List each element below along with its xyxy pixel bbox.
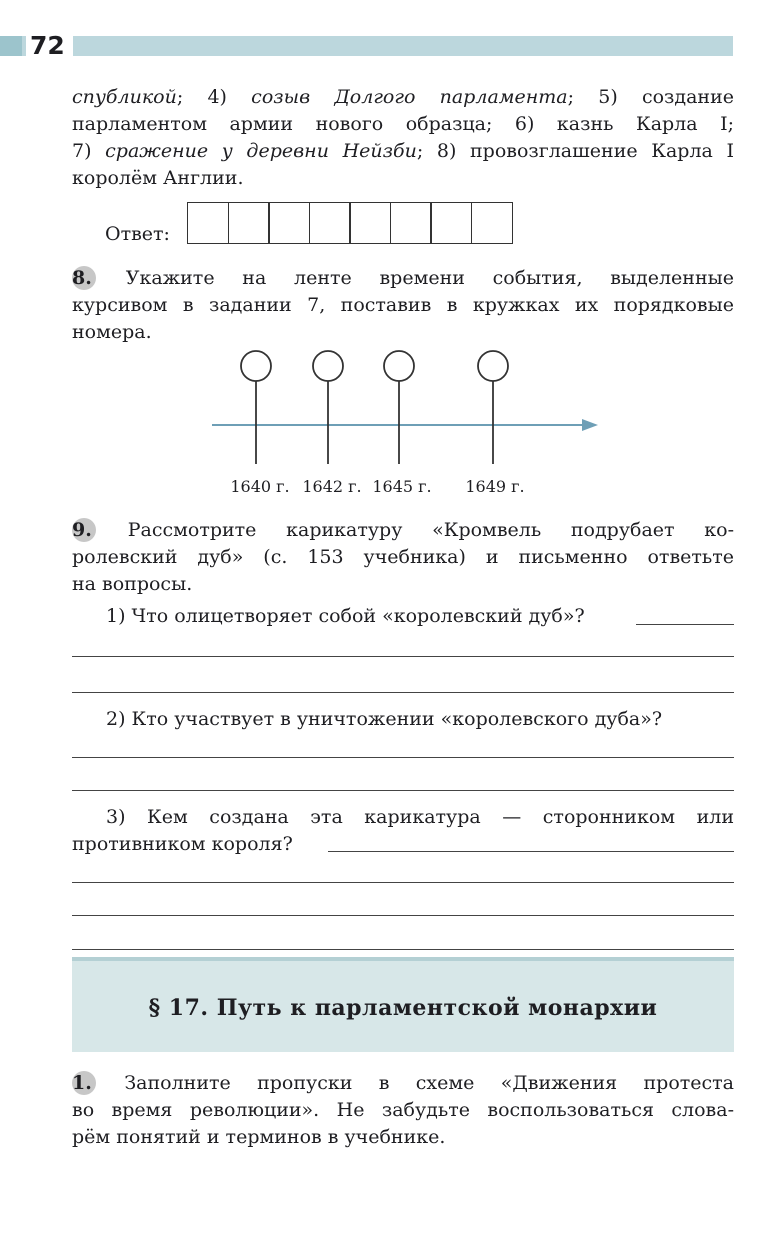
answer-label: Ответ: xyxy=(105,223,170,245)
timeline-label: 1645 г. xyxy=(372,477,432,496)
task1-number: 1. xyxy=(72,1071,96,1095)
task7-text-run: королём Англии. xyxy=(72,167,244,189)
timeline-arrow-icon xyxy=(582,419,598,431)
answer-line[interactable] xyxy=(72,882,734,883)
task8-line: курсивом в задании 7, поставив в кружках их порядковые xyxy=(72,294,734,316)
task7-text-run: 7) xyxy=(72,140,106,162)
timeline-label: 1649 г. xyxy=(465,477,525,496)
answer-line[interactable] xyxy=(72,790,734,791)
answer-line[interactable] xyxy=(72,656,734,657)
italic-event-text: созыв Долгого парламента xyxy=(251,86,568,108)
task1-line: рём понятий и терминов в учебнике. xyxy=(72,1126,446,1148)
italic-event-text: сражение у деревни Нейзби xyxy=(105,140,417,162)
question-2-text: 2) Кто участвует в уничтожении «королевского дуба»? xyxy=(106,708,663,730)
task7-text-run: ; 8) провозглашение Карла I xyxy=(416,140,734,162)
page-number: 72 xyxy=(26,32,73,60)
question-3-line: 3) Кем создана эта карикатура — сторонником или xyxy=(106,806,734,828)
task1-text xyxy=(72,1070,734,1151)
task9-line: на вопросы. xyxy=(72,573,193,595)
timeline-marker-3[interactable] xyxy=(384,351,414,464)
task8-number: 8. xyxy=(72,266,96,290)
answer-line[interactable] xyxy=(72,757,734,758)
task1-line: Заполните пропуски в схеме «Движения протеста xyxy=(124,1072,734,1094)
question-1 xyxy=(72,603,734,630)
section-band xyxy=(72,957,734,1052)
question-3 xyxy=(72,804,734,858)
timeline-marker-2[interactable] xyxy=(313,351,343,464)
task9-line: ролевский дуб» (с. 153 учебника) и письменно ответьте xyxy=(72,546,734,568)
answer-line[interactable] xyxy=(328,851,734,852)
task9-line: Рассмотрите карикатуру «Кромвель подрубает ко- xyxy=(127,519,734,541)
question-2 xyxy=(72,706,734,733)
task7-text-run: ; 5) создание xyxy=(567,86,734,108)
task9-number: 9. xyxy=(72,518,96,542)
italic-event-text: спубликой xyxy=(72,86,177,108)
question-3-line: противником короля? xyxy=(72,833,293,855)
answer-line[interactable] xyxy=(72,692,734,693)
task8-line: Укажите на ленте времени события, выделенные xyxy=(125,267,734,289)
answer-line[interactable] xyxy=(636,624,734,625)
answer-line[interactable] xyxy=(72,915,734,916)
timeline-label: 1642 г. xyxy=(302,477,362,496)
timeline xyxy=(0,0,781,520)
task9-text xyxy=(72,517,734,598)
task8-line: номера. xyxy=(72,321,152,343)
task7-text-run: ; 4) xyxy=(176,86,252,108)
task7-text-run: парламентом армии нового образца; 6) казнь Карла I; xyxy=(72,113,734,135)
timeline-label: 1640 г. xyxy=(230,477,290,496)
answer-line[interactable] xyxy=(72,949,734,950)
timeline-marker-1[interactable] xyxy=(241,351,271,464)
question-1-text: 1) Что олицетворяет собой «королевский дуб»? xyxy=(106,605,585,627)
section-title: § 17. Путь к парламентской монархии xyxy=(148,995,658,1021)
timeline-marker-4[interactable] xyxy=(478,351,508,464)
task1-line: во время революции». Не забудьте воспользоваться слова- xyxy=(72,1099,734,1121)
